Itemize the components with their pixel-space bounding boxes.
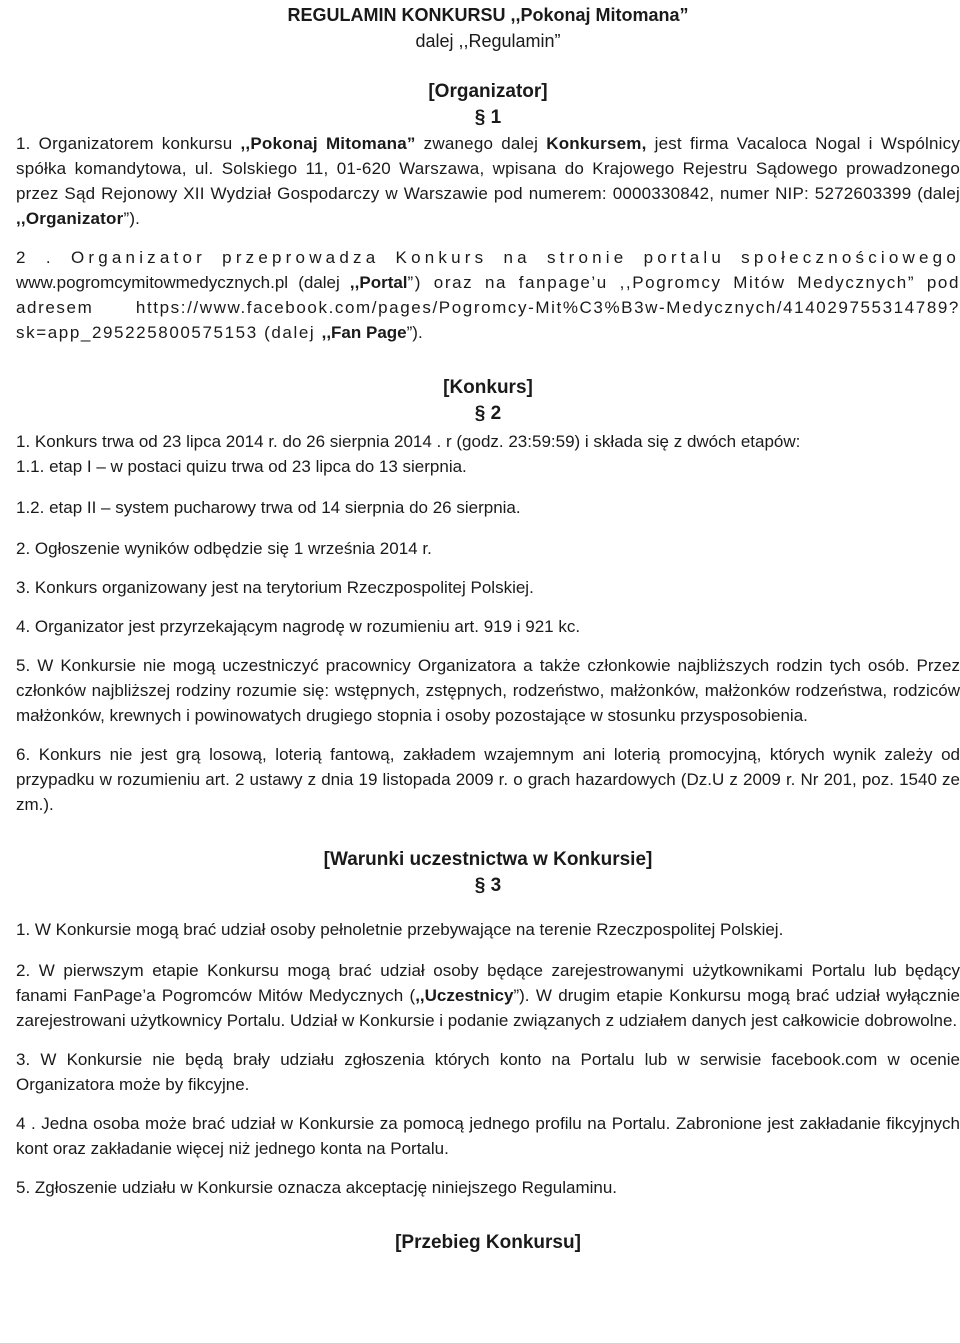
section-heading-course: [Przebieg Konkursu] [395, 1232, 581, 1253]
contest-item-4: 4. Organizator jest przyrzekającym nagrodę w rozumieniu art. 919 i 921 kc. [16, 617, 581, 636]
contest-item-1-2: 1.2. etap II – system pucharowy trwa od 14 sierpnia do 26 sierpnia. [16, 498, 521, 517]
contest-item-1: 1. Konkurs trwa od 23 lipca 2014 r. do 26 sierpnia 2014 . r (godz. 23:59:59) i składa się z dwóch etapów: [16, 432, 801, 451]
organizer-paragraph-1: 1. Organizatorem konkursu ,,Pokonaj Mitomana” zwanego dalej Konkursem, jest firma Vacaloca Nogal i Wspólnicy spółka komandytowa, ul. Solskiego 11, 01-620 Warszawa, wpisana do Krajowego Rejestru Sądowego prowadzonego przez Sąd Rejonowy XII Wydział Gospodarczy w Warszawie pod numerem: 0000330842, numer NIP: 5272603399 (dalej ,,Organizator”). [16, 134, 960, 228]
paragraph-mark-3: § 3 [474, 875, 502, 896]
section-heading-contest: [Konkurs] [443, 377, 533, 398]
contest-item-1-1: 1.1. etap I – w postaci quizu trwa od 23 lipca do 13 sierpnia. [16, 457, 467, 476]
contest-item-3: 3. Konkurs organizowany jest na terytorium Rzeczpospolitej Polskiej. [16, 578, 534, 597]
document-title: REGULAMIN KONKURSU ,,Pokonaj Mitomana” [287, 5, 689, 25]
conditions-item-4: 4 . Jedna osoba może brać udział w Konkursie za pomocą jednego profilu na Portalu. Zabronione jest zakładanie fikcyjnych kont oraz zakładanie więcej niż jednego konta na Portalu. [16, 1114, 960, 1158]
paragraph-mark-2: § 2 [474, 403, 502, 424]
document-subtitle: dalej ,,Regulamin” [415, 31, 561, 51]
conditions-item-3: 3. W Konkursie nie będą brały udziału zgłoszenia których konto na Portalu lub w serwisie facebook.com w ocenie Organizatora może by fikcyjne. [16, 1050, 960, 1094]
document-page [16, 0, 960, 1256]
contest-item-2: 2. Ogłoszenie wyników odbędzie się 1 września 2014 r. [16, 539, 432, 558]
section-heading-organizer: [Organizator] [428, 81, 548, 102]
contest-item-5: 5. W Konkursie nie mogą uczestniczyć pracownicy Organizatora a także członkowie najbliższych rodzin tych osób. Przez członków najbliższej rodziny rozumie się: wstępnych, zstępnych, rodzeństwo, małżonków, małżonków rodzeństwa, rodziców małżonków, krewnych i powinowatych drugiego stopnia i osoby pozostające w stosunku przysposobienia. [16, 656, 960, 725]
conditions-item-5: 5. Zgłoszenie udziału w Konkursie oznacza akceptację niniejszego Regulaminu. [16, 1178, 618, 1197]
conditions-item-1: 1. W Konkursie mogą brać udział osoby pełnoletnie przebywające na terenie Rzeczpospolitej Polskiej. [16, 920, 784, 939]
organizer-paragraph-2: 2 . Organizator przeprowadza Konkurs na stronie portalu społecznościowego www.pogromcymitowmedycznych.pl (dalej ,,Portal”) oraz na fanpage’u ,,Pogromcy Mitów Medycznych” pod adresem https://www.facebook.com/pages/Pogromcy-Mit%C3%B3w-Medycznych/414029755314789?sk=app_295225800575153 (dalej ,,Fan Page”). [16, 248, 960, 342]
section-heading-conditions: [Warunki uczestnictwa w Konkursie] [323, 849, 653, 870]
contest-item-6: 6. Konkurs nie jest grą losową, loterią fantową, zakładem wzajemnym ani loterią promocyjną, których wynik zależy od przypadku w rozumieniu art. 2 ustawy z dnia 19 listopada 2009 r. o grach hazardowych (Dz.U z 2009 r. Nr 201, poz. 1540 ze zm.). [16, 745, 960, 814]
paragraph-mark-1: § 1 [474, 107, 502, 128]
conditions-item-2: 2. W pierwszym etapie Konkursu mogą brać udział osoby będące zarejestrowanymi użytkownikami Portalu lub będący fanami FanPage’a Pogromców Mitów Medycznych (,,Uczestnicy”). W drugim etapie Konkursu mogą brać udział wyłącznie zarejestrowani użytkownicy Portalu. Udział w Konkursie i podanie związanych z udziałem danych jest całkowicie dobrowolne. [16, 961, 960, 1030]
